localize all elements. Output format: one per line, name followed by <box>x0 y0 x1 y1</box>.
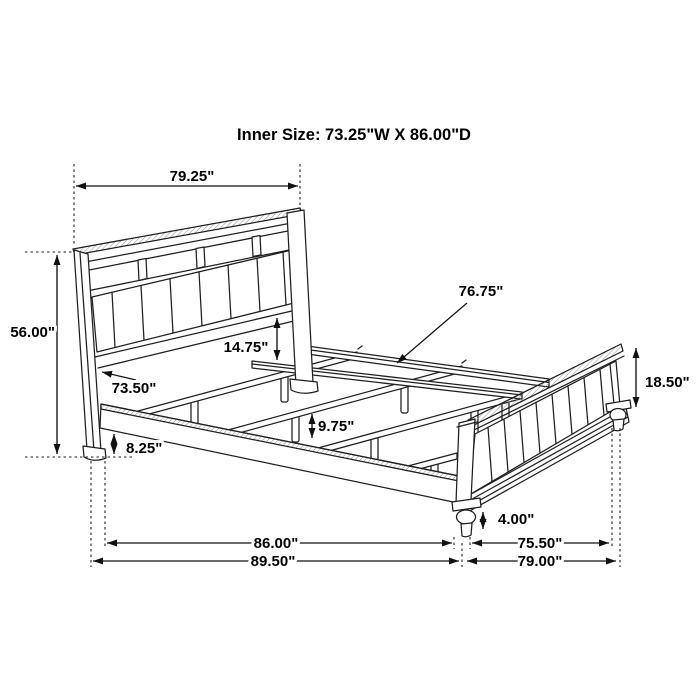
dim-overall-depth <box>93 553 459 570</box>
dim-label-headboard-width: 79.25" <box>169 168 215 185</box>
dim-label-footboard-height: 18.50" <box>645 374 690 391</box>
dim-label-footboard-inner-width: 75.50" <box>517 535 563 552</box>
dim-label-side-rail-length: 76.75" <box>458 283 504 300</box>
dim-inner-depth <box>107 535 452 552</box>
bed-drawing <box>73 208 631 537</box>
dim-footboard-width <box>467 553 616 570</box>
dim-label-panel-to-rail-gap: 14.75" <box>223 339 269 356</box>
dim-label-overall-depth: 89.50" <box>250 553 296 570</box>
dim-footboard-height <box>636 348 690 407</box>
dim-panel-to-rail-gap <box>224 318 277 360</box>
dim-label-rail-floor-clearance: 8.25" <box>126 440 163 457</box>
dim-label-headboard-height: 56.00" <box>10 324 55 341</box>
dim-label-footboard-leg-height: 4.00" <box>498 511 535 528</box>
dim-footboard-leg-height <box>483 511 534 529</box>
dim-slat-leg-height <box>312 414 354 438</box>
diagram-title: Inner Size: 73.25"W X 86.00"D <box>237 126 471 144</box>
dim-label-footboard-width: 79.00" <box>517 553 563 570</box>
dim-headboard-inner-width <box>102 372 156 397</box>
dim-label-slat-leg-height: 9.75" <box>318 418 355 435</box>
dim-side-rail-length <box>397 283 503 363</box>
dim-label-inner-depth: 86.00" <box>253 535 299 552</box>
dim-footboard-inner-width <box>472 535 609 552</box>
dim-label-headboard-inner-width: 73.50" <box>111 380 157 397</box>
